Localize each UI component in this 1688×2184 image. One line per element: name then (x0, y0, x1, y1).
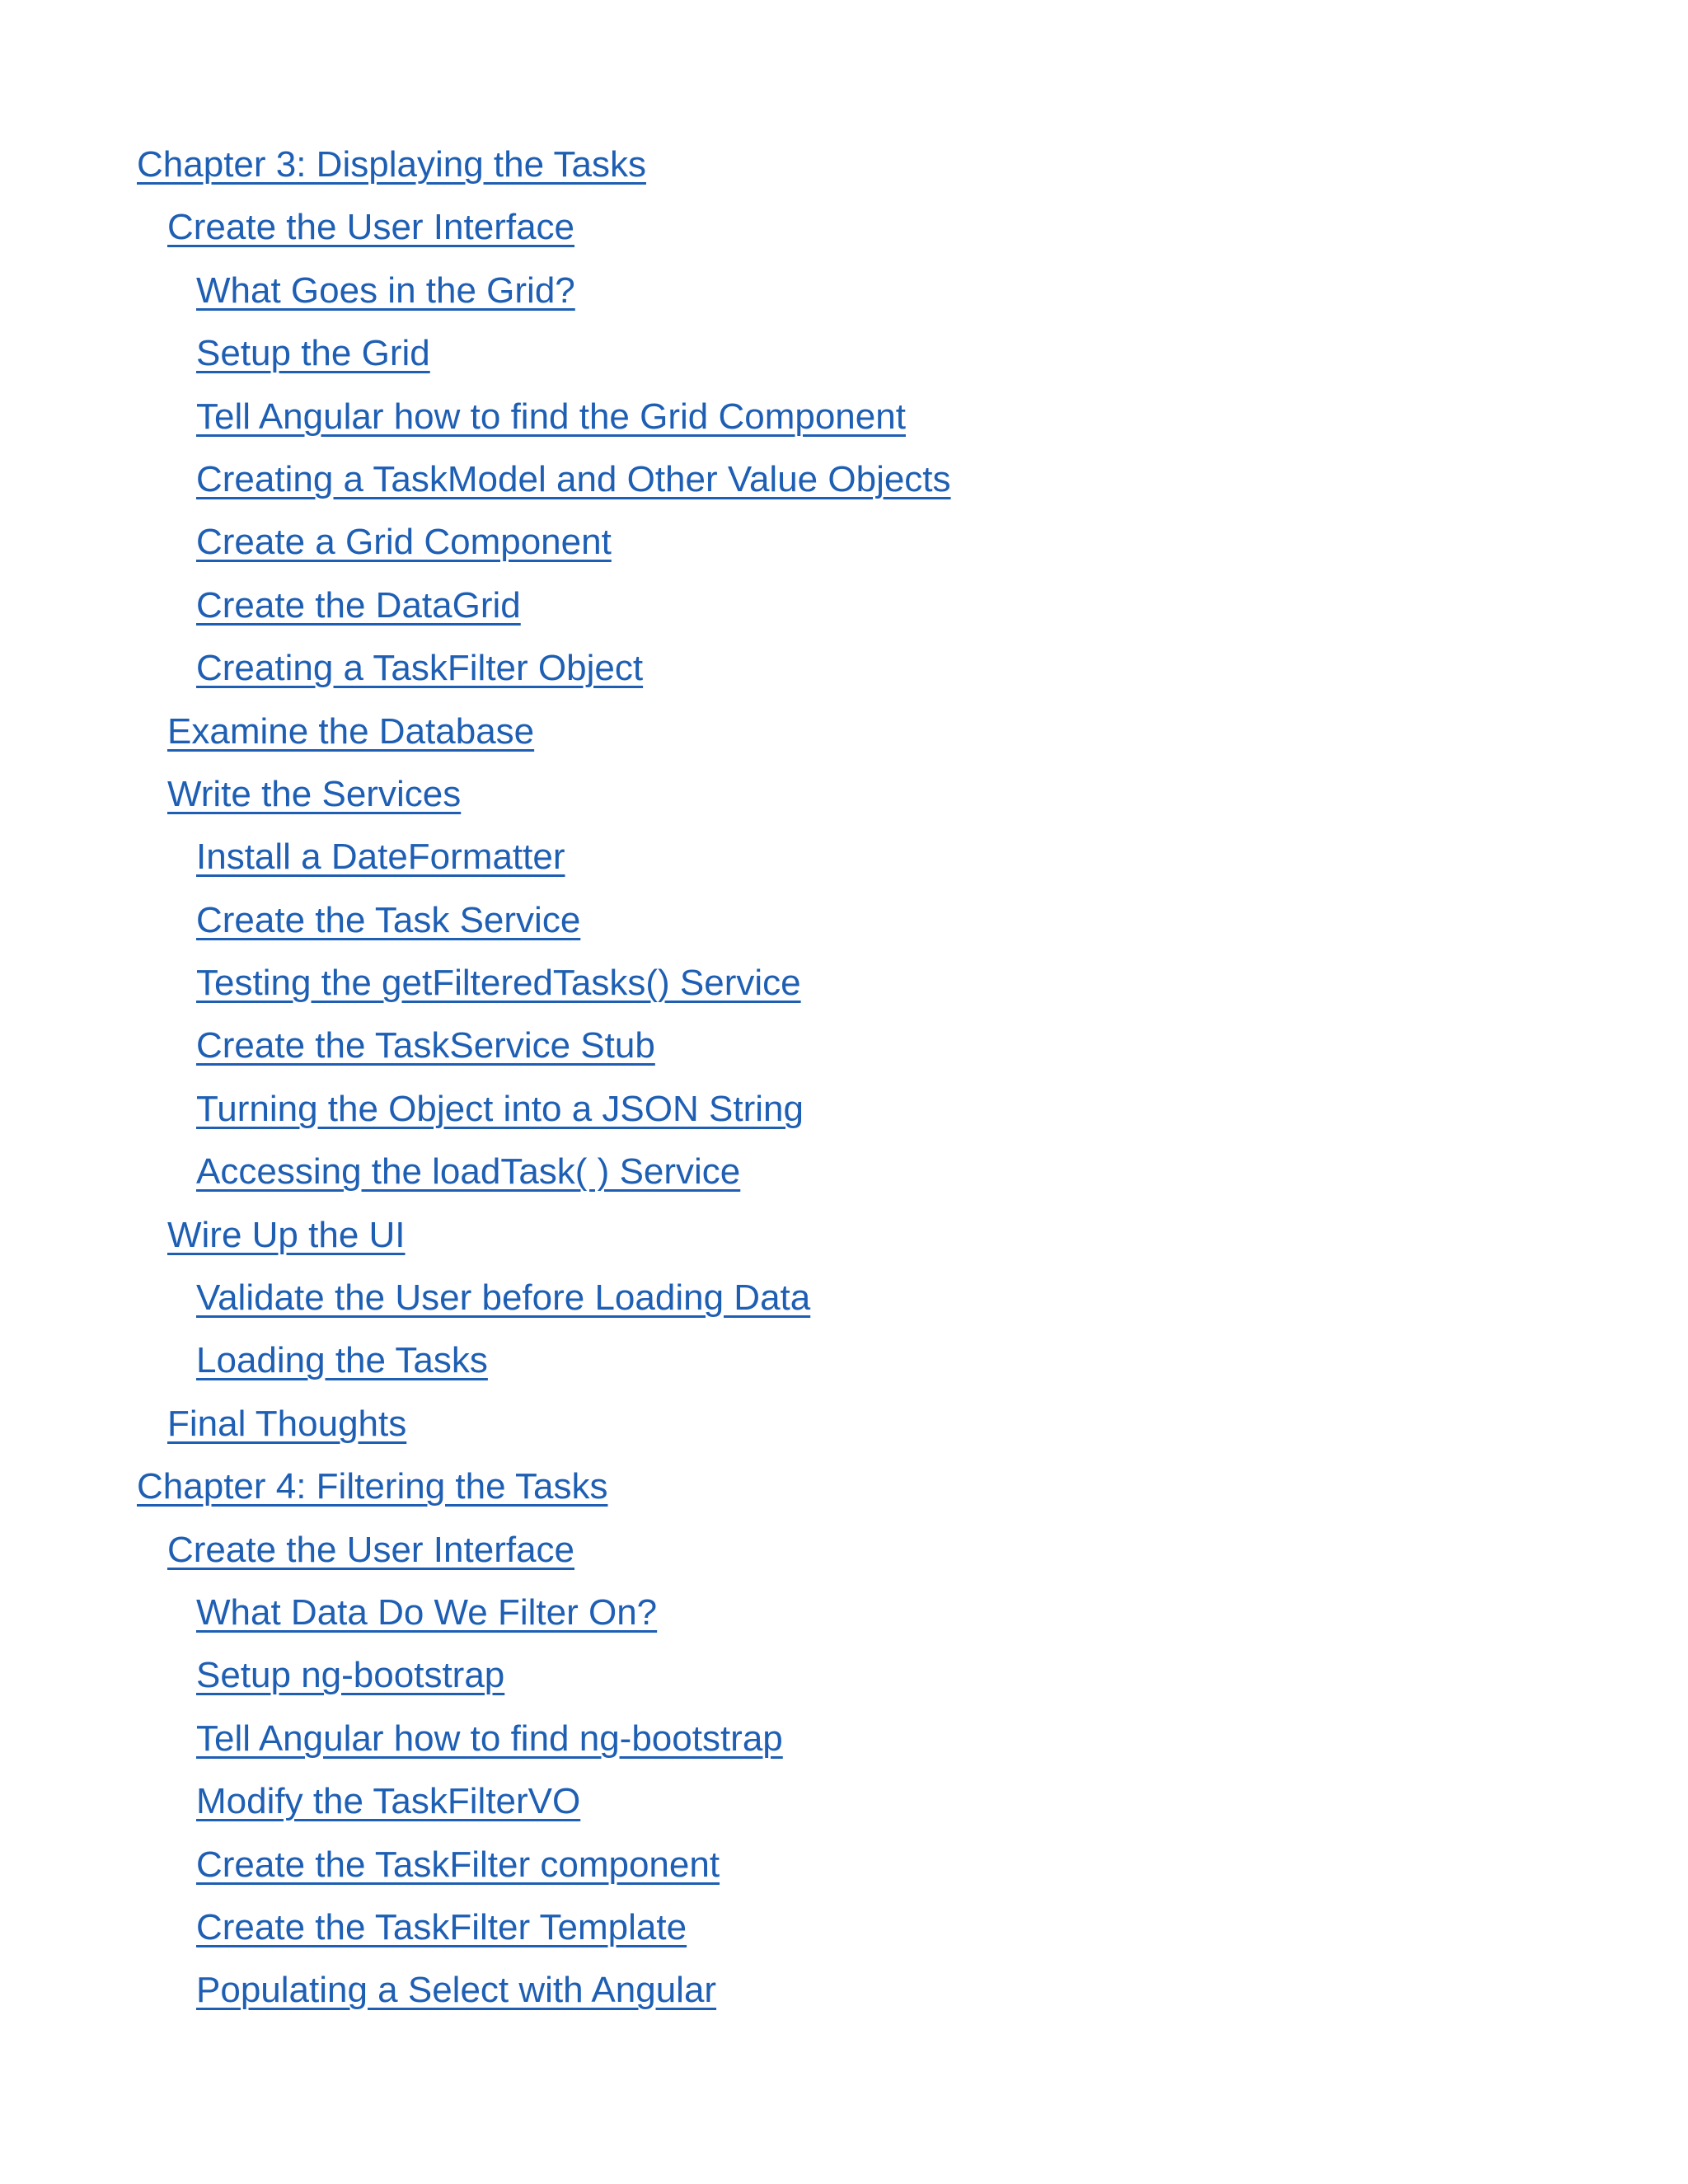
toc-link[interactable]: Examine the Database (167, 710, 535, 752)
toc-entry (0, 574, 1688, 637)
toc-link[interactable]: Create the TaskFilter component (196, 1844, 720, 1885)
toc-entry (0, 889, 1688, 952)
toc-entry (0, 1204, 1688, 1267)
toc-entry (0, 1896, 1688, 1959)
toc-entry (0, 763, 1688, 826)
toc-link[interactable]: Setup the Grid (196, 333, 430, 374)
toc-link[interactable]: What Data Do We Filter On? (196, 1591, 658, 1633)
toc-link[interactable]: Create the User Interface (167, 207, 575, 248)
toc-link[interactable]: Populating a Select with Angular (196, 1970, 717, 2011)
toc-link[interactable]: Turning the Object into a JSON String (196, 1088, 804, 1129)
toc-link[interactable]: Loading the Tasks (196, 1340, 488, 1381)
toc-link[interactable]: Validate the User before Loading Data (196, 1277, 811, 1319)
toc-entry (0, 448, 1688, 511)
toc-link[interactable]: Setup ng-bootstrap (196, 1655, 505, 1696)
toc-link[interactable]: Write the Services (167, 773, 462, 814)
toc-entry (0, 1519, 1688, 1582)
toc-link[interactable]: Create the TaskService Stub (196, 1025, 655, 1066)
toc-entry (0, 1959, 1688, 2022)
toc-link[interactable]: Accessing the loadTask( ) Service (196, 1151, 741, 1193)
toc-entry (0, 637, 1688, 700)
toc-entry (0, 1329, 1688, 1392)
toc-entry (0, 1644, 1688, 1707)
toc-link[interactable]: Create the DataGrid (196, 584, 521, 626)
toc-entry (0, 322, 1688, 385)
toc-entry (0, 1267, 1688, 1329)
toc-entry (0, 1834, 1688, 1896)
toc-chapter-entry (0, 134, 1688, 196)
toc-link[interactable]: Testing the getFilteredTasks() Service (196, 963, 801, 1004)
toc-entry (0, 386, 1688, 448)
toc-entry (0, 1708, 1688, 1770)
toc-link[interactable]: Tell Angular how to find ng-bootstrap (196, 1718, 783, 1759)
toc-link[interactable]: Modify the TaskFilterVO (196, 1781, 581, 1822)
toc-entry (0, 196, 1688, 259)
toc-link[interactable]: Creating a TaskModel and Other Value Objects (196, 458, 951, 499)
toc-link[interactable]: Install a DateFormatter (196, 837, 565, 878)
toc-entry (0, 511, 1688, 574)
toc-entry (0, 826, 1688, 888)
toc-link[interactable]: Final Thoughts (167, 1403, 407, 1444)
toc-link[interactable]: Creating a TaskFilter Object (196, 648, 644, 689)
toc-entry (0, 1078, 1688, 1141)
toc-link[interactable]: What Goes in the Grid? (196, 269, 575, 311)
toc-link[interactable]: Create the Task Service (196, 899, 581, 940)
toc-chapter-entry (0, 1455, 1688, 1518)
toc-link[interactable]: Tell Angular how to find the Grid Component (196, 396, 906, 437)
toc-entry (0, 1015, 1688, 1077)
toc-link[interactable]: Chapter 3: Displaying the Tasks (137, 144, 646, 185)
toc-link[interactable]: Create the User Interface (167, 1529, 575, 1570)
toc-entry (0, 1393, 1688, 1455)
toc-link[interactable]: Wire Up the UI (167, 1214, 406, 1255)
toc-entry (0, 701, 1688, 763)
toc-entry (0, 1582, 1688, 1644)
table-of-contents (0, 134, 1688, 2022)
toc-link[interactable]: Chapter 4: Filtering the Tasks (137, 1466, 608, 1507)
toc-entry (0, 1770, 1688, 1833)
toc-entry (0, 260, 1688, 322)
toc-link[interactable]: Create the TaskFilter Template (196, 1906, 687, 1947)
toc-entry (0, 952, 1688, 1015)
toc-entry (0, 1141, 1688, 1203)
toc-link[interactable]: Create a Grid Component (196, 522, 612, 563)
